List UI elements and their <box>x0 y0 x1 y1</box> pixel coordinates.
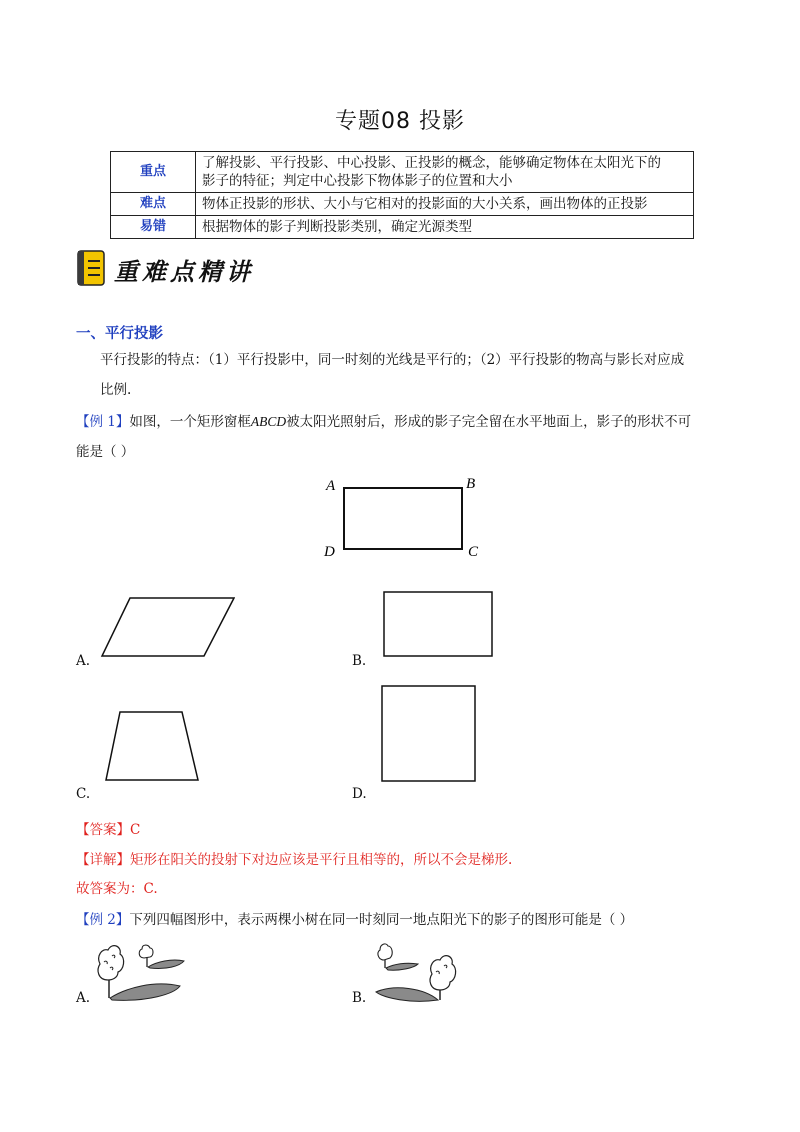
table-row <box>111 193 694 216</box>
table-row <box>111 152 694 193</box>
option-a-parallelogram <box>100 596 235 660</box>
rectangle-abcd-figure <box>320 472 490 564</box>
key-point-line: 影子的特征；判定中心投影下物体影子的位置和大小 <box>202 173 513 189</box>
option-a-trees-figure <box>92 940 202 1004</box>
question-text: 如图，一个矩形窗框 <box>129 414 251 430</box>
option-d-label: D. <box>352 786 367 802</box>
vertex-label-c: C <box>468 544 479 560</box>
question-text: 下列四幅图形中，表示两棵小树在同一时刻同一地点阳光下的影子的图形可能是（ ） <box>129 912 634 928</box>
option-c-trapezoid <box>104 710 200 784</box>
example-label: 【例 1】 <box>76 414 130 430</box>
tree-icon <box>430 956 456 1000</box>
question-text: 被太阳光照射后，形成的影子完全留在水平地面上，影子的形状不可 <box>286 414 692 430</box>
detail-text: 矩形在阳关的投射下对边应该是平行且相等的，所以不会是梯形. <box>130 852 513 868</box>
conclusion-line: 故答案为：C. <box>76 881 158 897</box>
key-point-label: 易错 <box>111 216 196 239</box>
option-c-label: C. <box>76 786 91 802</box>
vertex-label-a: A <box>326 478 336 494</box>
example-label: 【例 2】 <box>76 912 130 928</box>
section-heading: 一、平行投影 <box>76 326 163 342</box>
shadow-shape <box>386 963 418 970</box>
section-body-line: 平行投影的特点：（1）平行投影中，同一时刻的光线是平行的；（2）平行投影的物高与影长对应成 <box>100 352 685 368</box>
detail-tag: 【详解】 <box>76 852 130 868</box>
table-row <box>111 216 694 239</box>
answer-value: C <box>130 822 141 838</box>
tree-icon <box>98 946 124 998</box>
option-a-label: A. <box>76 653 91 669</box>
key-point-text <box>196 152 694 193</box>
key-point-text: 物体正投影的形状、大小与它相对的投影面的大小关系，画出物体的正投影 <box>196 193 694 216</box>
answer-line <box>76 821 140 839</box>
option-d-square <box>380 684 478 784</box>
section-body-line: 比例. <box>100 382 132 398</box>
key-point-line: 了解投影、平行投影、中心投影、正投影的概念，能够确定物体在太阳光下的 <box>202 155 661 171</box>
shadow-shape <box>376 988 438 1001</box>
example-1-question-line2: 能是（ ） <box>76 444 135 460</box>
key-point-text: 根据物体的影子判断投影类别，确定光源类型 <box>196 216 694 239</box>
math-term: ABCD <box>250 414 287 429</box>
detail-line <box>76 851 512 869</box>
rectangle-shape <box>344 488 462 549</box>
banner-title: 重难点精讲 <box>114 257 254 286</box>
option-b-trees-figure <box>370 938 470 1004</box>
answer-tag: 【答案】 <box>76 822 130 838</box>
notebook-icon <box>76 250 106 286</box>
key-points-table <box>110 151 694 239</box>
page-title: 专题08 投影 <box>335 109 465 134</box>
key-point-label: 重点 <box>111 152 196 193</box>
option-b-label: B. <box>352 653 367 669</box>
shadow-shape <box>148 960 184 969</box>
example-2-option-b-label: B. <box>352 990 367 1006</box>
example-2-option-a-label: A. <box>76 990 91 1006</box>
option-b-rectangle <box>382 590 494 660</box>
example-1-question <box>76 413 691 431</box>
shadow-shape <box>110 984 180 1000</box>
vertex-label-d: D <box>324 544 335 560</box>
tree-icon <box>139 945 153 967</box>
tree-icon <box>378 944 392 968</box>
key-point-label: 难点 <box>111 193 196 216</box>
vertex-label-b: B <box>466 476 476 492</box>
example-2-question <box>76 911 633 929</box>
